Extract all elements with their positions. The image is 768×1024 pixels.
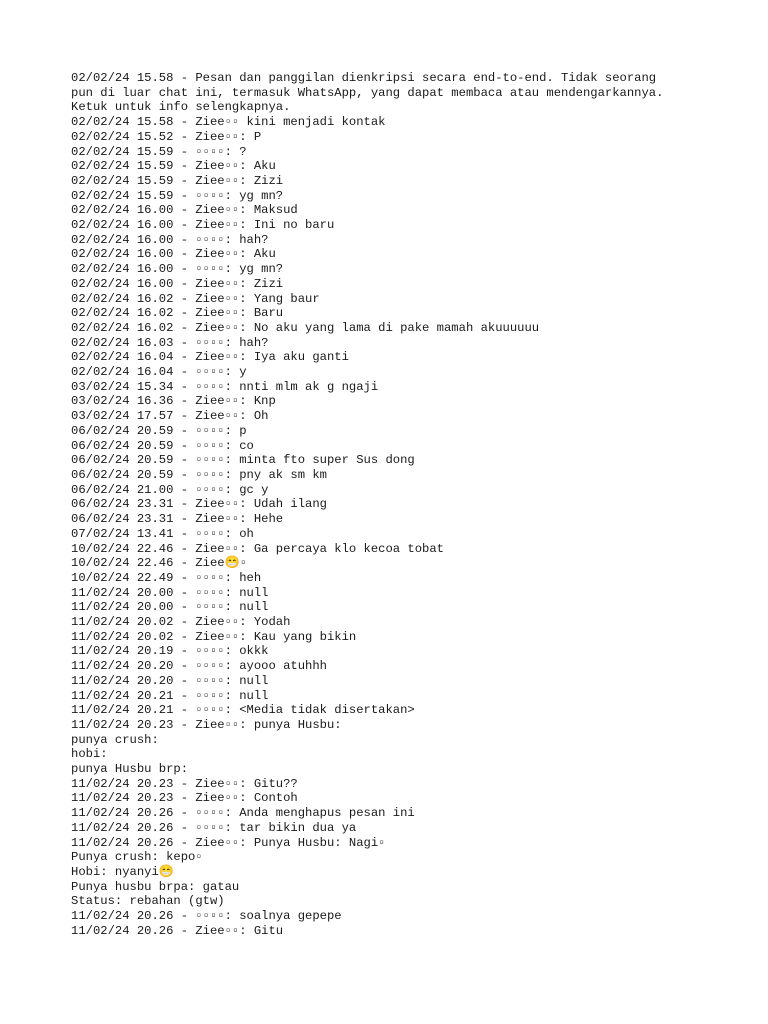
chat-line: 02/02/24 15.59 - ▫▫▫▫: ? xyxy=(71,144,247,159)
chat-line: 02/02/24 16.02 - Ziee▫▫: Baru xyxy=(71,306,284,321)
chat-line: Punya crush: kepo▫ xyxy=(71,850,203,865)
chat-line: 11/02/24 20.20 - ▫▫▫▫: ayooo atuhhh xyxy=(71,659,327,674)
chat-line: 03/02/24 15.34 - ▫▫▫▫: nnti mlm ak g ngaji xyxy=(71,379,379,394)
chat-line: 02/02/24 16.00 - Ziee▫▫: Maksud xyxy=(71,203,298,218)
chat-line: 02/02/24 16.02 - Ziee▫▫: No aku yang lama di pake mamah akuuuuuu xyxy=(71,320,540,335)
chat-line: punya Husbu brp: xyxy=(71,762,189,777)
chat-line: Hobi: nyanyi😁 xyxy=(71,864,174,879)
chat-line: 11/02/24 20.02 - Ziee▫▫: Kau yang bikin xyxy=(71,629,357,644)
chat-line: 02/02/24 16.00 - ▫▫▫▫: hah? xyxy=(71,232,269,247)
chat-line: 10/02/24 22.46 - Ziee▫▫: Ga percaya klo kecoa tobat xyxy=(71,541,444,556)
chat-line: 10/02/24 22.46 - Ziee😁▫ xyxy=(71,556,248,571)
chat-line: 11/02/24 20.26 - ▫▫▫▫: tar bikin dua ya xyxy=(71,820,357,835)
chat-line: 02/02/24 15.52 - Ziee▫▫: P xyxy=(71,129,262,144)
chat-line: 03/02/24 17.57 - Ziee▫▫: Oh xyxy=(71,409,269,424)
chat-line: 06/02/24 20.59 - ▫▫▫▫: co xyxy=(71,438,254,453)
chat-line: 02/02/24 15.58 - Pesan dan panggilan dienkripsi secara end-to-end. Tidak seorang xyxy=(71,71,657,85)
chat-line: 02/02/24 15.58 - Ziee▫▫ kini menjadi kontak xyxy=(71,115,386,130)
chat-line: Status: rebahan (gtw) xyxy=(71,894,225,909)
chat-line: 02/02/24 16.00 - Ziee▫▫: Aku xyxy=(71,247,276,262)
chat-line: 02/02/24 16.04 - Ziee▫▫: Iya aku ganti xyxy=(71,350,349,365)
chat-line: 02/02/24 16.00 - Ziee▫▫: Zizi xyxy=(71,276,284,291)
chat-line: Punya husbu brpa: gatau xyxy=(71,879,240,894)
chat-line: 11/02/24 20.23 - Ziee▫▫: punya Husbu: xyxy=(71,717,342,732)
chat-line: pun di luar chat ini, termasuk WhatsApp, yang dapat membaca atau mendengarkannya. xyxy=(71,85,664,100)
chat-line: 11/02/24 20.21 - ▫▫▫▫: null xyxy=(71,688,269,703)
chat-line: 02/02/24 15.59 - Ziee▫▫: Zizi xyxy=(71,173,284,188)
chat-line: 02/02/24 16.00 - Ziee▫▫: Ini no baru xyxy=(71,218,335,233)
chat-line: 06/02/24 23.31 - Ziee▫▫: Udah ilang xyxy=(71,497,327,512)
chat-line: 07/02/24 13.41 - ▫▫▫▫: oh xyxy=(71,526,254,541)
chat-line: 11/02/24 20.19 - ▫▫▫▫: okkk xyxy=(71,644,269,659)
chat-line: 06/02/24 23.31 - Ziee▫▫: Hehe xyxy=(71,512,284,527)
chat-line: 02/02/24 16.02 - Ziee▫▫: Yang baur xyxy=(71,291,320,306)
chat-line: 06/02/24 20.59 - ▫▫▫▫: minta fto super Sus dong xyxy=(71,453,415,468)
chat-line: 02/02/24 16.00 - ▫▫▫▫: yg mn? xyxy=(71,262,284,277)
chat-line: 06/02/24 20.59 - ▫▫▫▫: p xyxy=(71,423,247,438)
chat-line: 06/02/24 21.00 - ▫▫▫▫: gc y xyxy=(71,482,269,497)
chat-line: 06/02/24 20.59 - ▫▫▫▫: pny ak sm km xyxy=(71,467,327,482)
chat-line: 02/02/24 16.04 - ▫▫▫▫: y xyxy=(71,365,247,380)
chat-line: 11/02/24 20.26 - Ziee▫▫: Gitu xyxy=(71,923,284,938)
chat-line: hobi: xyxy=(71,747,108,762)
chat-line: 11/02/24 20.00 - ▫▫▫▫: null xyxy=(71,585,269,600)
chat-line: 11/02/24 20.21 - ▫▫▫▫: <Media tidak disertakan> xyxy=(71,703,415,718)
chat-line: 11/02/24 20.23 - Ziee▫▫: Gitu?? xyxy=(71,776,298,791)
chat-line: 10/02/24 22.49 - ▫▫▫▫: heh xyxy=(71,570,262,585)
chat-line: 02/02/24 15.59 - ▫▫▫▫: yg mn? xyxy=(71,188,284,203)
chat-line: 11/02/24 20.26 - ▫▫▫▫: soalnya gepepe xyxy=(71,909,342,924)
chat-line: 11/02/24 20.20 - ▫▫▫▫: null xyxy=(71,673,269,688)
chat-line: 02/02/24 16.03 - ▫▫▫▫: hah? xyxy=(71,335,269,350)
chat-line: Ketuk untuk info selengkapnya. xyxy=(71,100,291,115)
chat-line: 11/02/24 20.26 - Ziee▫▫: Punya Husbu: Nagi▫ xyxy=(71,835,386,850)
chat-line: 02/02/24 15.59 - Ziee▫▫: Aku xyxy=(71,159,276,174)
chat-line: 11/02/24 20.02 - Ziee▫▫: Yodah xyxy=(71,615,291,630)
chat-line: punya crush: xyxy=(71,732,159,747)
chat-line: 03/02/24 16.36 - Ziee▫▫: Knp xyxy=(71,394,276,409)
chat-line: 11/02/24 20.23 - Ziee▫▫: Contoh xyxy=(71,791,298,806)
chat-line: 11/02/24 20.00 - ▫▫▫▫: null xyxy=(71,600,269,615)
chat-export-document xyxy=(71,71,761,938)
chat-line: 11/02/24 20.26 - ▫▫▫▫: Anda menghapus pesan ini xyxy=(71,806,415,821)
